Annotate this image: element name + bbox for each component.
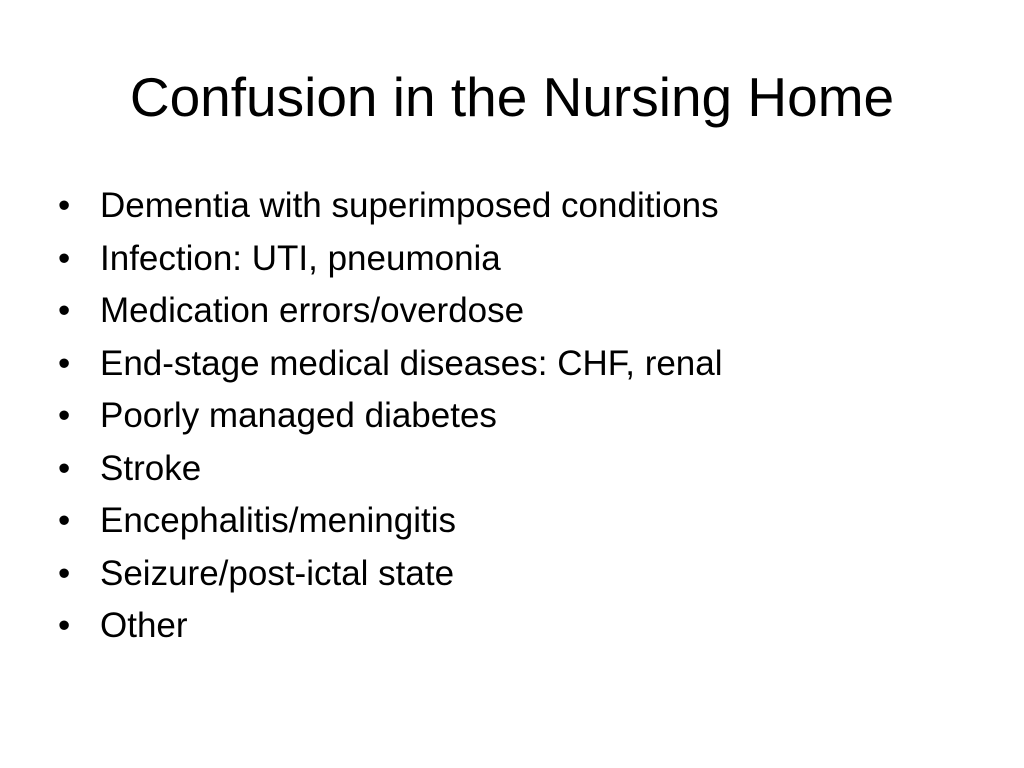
bullet-text: Encephalitis/meningitis: [100, 501, 457, 540]
bullet-icon: •: [58, 501, 71, 540]
bullet-text: End-stage medical diseases: CHF, renal: [100, 343, 723, 383]
bullet-text: Other: [100, 606, 188, 645]
bullet-text: Medication errors/overdose: [100, 291, 525, 330]
bullet-text: Seizure/post-ictal state: [100, 553, 455, 593]
bullet-icon: •: [58, 606, 71, 645]
bullet-icon: •: [58, 186, 71, 225]
slide-title: Confusion in the Nursing Home: [129, 66, 895, 128]
bullet-text: Infection: UTI, pneumonia: [100, 238, 501, 278]
bullet-text: Poorly managed diabetes: [100, 396, 497, 435]
bullet-icon: •: [58, 553, 71, 593]
bullet-icon: •: [58, 396, 71, 435]
bullet-icon: •: [58, 448, 71, 488]
bullet-icon: •: [58, 238, 71, 278]
bullet-text: Stroke: [100, 448, 202, 488]
bullet-icon: •: [58, 343, 71, 383]
bullet-text: Dementia with superimposed conditions: [100, 186, 719, 225]
bullet-icon: •: [58, 291, 71, 330]
